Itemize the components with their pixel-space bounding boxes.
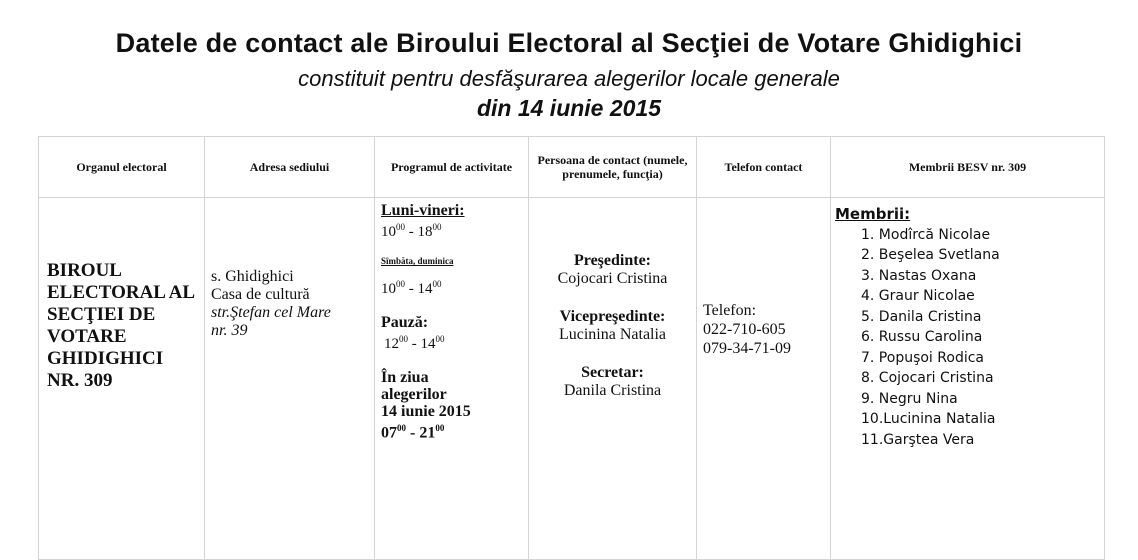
cell-address	[205, 198, 375, 560]
pause-label: Pauză:	[381, 314, 429, 331]
list-item: 9. Negru Nina	[861, 390, 958, 407]
weekdays-label: Luni-vineri:	[381, 202, 465, 219]
cell-contact-person	[529, 198, 697, 560]
election-day-date: 14 iunie 2015	[381, 403, 471, 420]
column-header-program: Programul de activitate	[375, 137, 529, 198]
list-item: 10.Lucinina Natalia	[861, 411, 996, 427]
contact-table	[38, 136, 1105, 560]
weekend-hours: $10^{00} - 14^{00}$	[381, 279, 442, 297]
cell-organ	[39, 198, 205, 560]
document-subtitle: constituit pentru desfăşurarea alegerilor locale generale	[298, 66, 840, 91]
organ-line: NR. 309	[47, 370, 113, 391]
vice-president-role: Vicepreşedinte:	[559, 308, 666, 325]
president-role: Preşedinte:	[573, 252, 651, 269]
phone-number: 022-710-605	[703, 321, 786, 338]
weekdays-hours: $10^{00} - 18^{00}$	[381, 222, 442, 240]
phone-number: 079-34-71-09	[703, 340, 791, 357]
election-day-line: În ziua	[381, 369, 429, 386]
column-header-address: Adresa sediului	[205, 137, 375, 198]
members-list	[835, 225, 1104, 451]
organ-line: SECŢIEI DE	[47, 304, 156, 325]
members-heading: Membrii:	[835, 205, 911, 223]
cell-phone	[697, 198, 831, 560]
address-building: Casa de cultură	[211, 286, 310, 303]
column-header-phone: Telefon contact	[697, 137, 831, 198]
list-item: 3. Nastas Oxana	[861, 267, 977, 284]
column-header-members: Membrii BESV nr. 309	[831, 137, 1105, 198]
election-day-hours: $07^{00} - 21^{00}$	[381, 423, 445, 442]
document-title: Datele de contact ale Biroului Electoral al Secţiei de Votare Ghidighici	[115, 28, 1023, 58]
document-date: din 14 iunie 2015	[476, 95, 662, 121]
vice-president-name: Lucinina Natalia	[558, 326, 667, 343]
address-locality: s. Ghidighici	[211, 268, 294, 285]
column-header-contact-person: Persoana de contact (numele, prenumele, funcţia)	[529, 137, 697, 198]
address-number: nr. 39	[211, 322, 248, 339]
list-item: 11.Garştea Vera	[861, 431, 975, 448]
pause-hours: $12^{00} - 14^{00}$	[384, 334, 445, 352]
organ-line: VOTARE	[47, 326, 127, 347]
secretary-role: Secretar:	[581, 364, 644, 381]
phone-label: Telefon:	[703, 302, 757, 319]
president-name: Cojocari Cristina	[557, 270, 668, 287]
secretary-name: Danila Cristina	[563, 382, 662, 399]
election-day-line: alegerilor	[381, 386, 447, 403]
column-header-organ: Organul electoral	[39, 137, 205, 198]
list-item: 5. Danila Cristina	[861, 308, 982, 325]
address-street: str.Ştefan cel Mare	[211, 304, 331, 321]
list-item: 4. Graur Nicolae	[861, 288, 975, 304]
list-item: 2. Beşelea Svetlana	[861, 247, 1000, 263]
list-item: 6. Russu Carolina	[861, 329, 983, 345]
organ-line: GHIDIGHICI	[47, 348, 164, 369]
cell-program	[375, 198, 529, 560]
list-item: 7. Popuşoi Rodica	[861, 349, 984, 366]
organ-line: ELECTORAL AL	[47, 282, 196, 303]
table-row	[39, 198, 1105, 560]
list-item: 1. Modîrcă Nicolae	[861, 226, 991, 243]
weekend-label: Sîmbăta, duminica	[381, 256, 454, 266]
list-item: 8. Cojocari Cristina	[861, 370, 994, 386]
cell-members	[831, 198, 1105, 560]
organ-line: BIROUL	[47, 260, 122, 281]
table-header-row	[39, 137, 1105, 198]
